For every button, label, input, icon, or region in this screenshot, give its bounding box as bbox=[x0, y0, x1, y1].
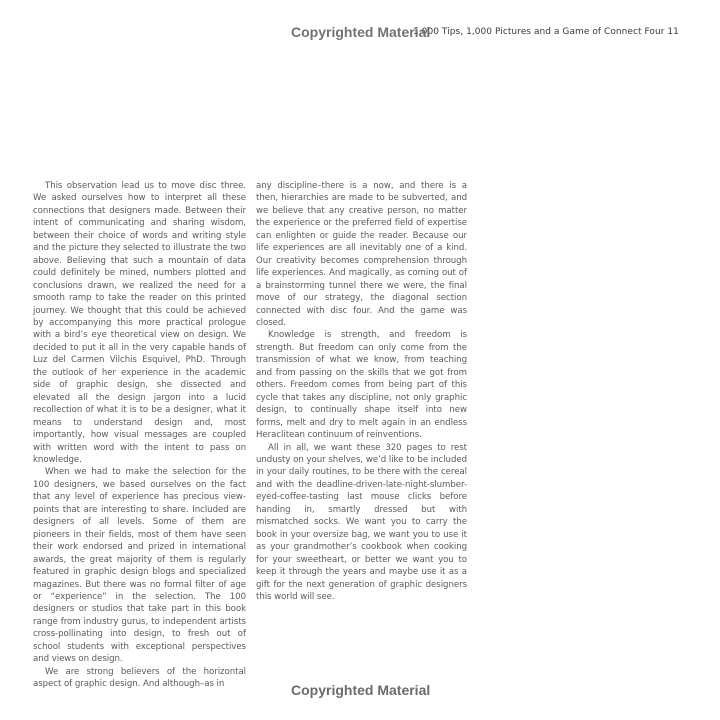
paragraph: any discipline–there is a now, and there is a then, hierarchies are made to be subverted, and we believe that any creative person, no matter the experience or the preferred field of expertise can enlighten or guide the reader. Because our life experiences are all inevitably one of a kind. Our creativity becomes comprehension through life experiences. And magically, as coming out of a brainstorming tunnel there we were, the final move of our strategy, the diagonal section connected with disc four. And the game was closed. bbox=[256, 181, 467, 328]
copyright-watermark-top: Copyrighted Material bbox=[291, 24, 431, 40]
paragraph: Knowledge is strength, and freedom is strength. But freedom can only come from the transmission of what we know, from teaching and from passing on the skills that we got from others. Freedom comes from being part of this cycle that takes any discipline, not only graphic design, to continually shape itself into new forms, melt and dry to melt again in an endless Heraclitean continuum of reinventions. bbox=[256, 330, 467, 441]
text-column-left bbox=[33, 180, 246, 691]
paragraph: We are strong believers of the horizontal aspect of graphic design. And although–as in bbox=[33, 666, 246, 690]
running-title: 1,000 Tips, 1,000 Pictures and a Game of Connect Four bbox=[413, 27, 665, 37]
paragraph: This observation lead us to move disc three. We asked ourselves how to interpret all these connections that designers made. Between their intent of communicating and sharing wisdom, between their choice of words and writing style and the picture they selected to illustrate the two above. Believing that such a mountain of data could definitely be mined, numbers plotted and conclusions drawn, we realized the need for a smooth ramp to take the reader on this printed journey. We thought that this could be achieved by accompanying this more practical prologue with a bird’s eye theoretical view on design. We decided to put it all in the very capable hands of Luz del Carmen Vilchis Esquivel, PhD. Through the outlook of her experience in the academic side of graphic design, she dissected and elevated all the design jargon into a lucid recollection of what it is to be a designer, what it means to understand design and, most importantly, how visual messages are coupled with written word with the intent to pass on knowledge. bbox=[33, 181, 246, 465]
paragraph: All in all, we want these 320 pages to rest undusty on your shelves, we’d like to be included in your daily routines, to be there with the cereal and with the deadline-driven-late-night-slumber-eyed-coffee-tasting last mouse clicks before handing in, smartly dressed but with mismatched socks. We want you to carry the book in your oversize bag, we want you to use it as your grandmother’s cookbook when cooking for your sweetheart, or better we want you to keep it through the years and maybe use it as a gift for the next generation of graphic designers this world will see. bbox=[256, 442, 467, 602]
copyright-watermark-bottom: Copyrighted Material bbox=[291, 682, 431, 698]
text-column-right bbox=[256, 180, 467, 603]
paragraph: When we had to make the selection for the 100 designers, we based ourselves on the fact that any level of experience has precious viewpoints that are interesting to share. Included are designers of all levels. Some of them are pioneers in their fields, most of them have seen their work endorsed and prized in international awards, the great majority of them is regularly featured in graphic design blogs and specialized magazines. But there was no formal filter of age or “experience” in the selection. The 100 designers or studios that take part in this book range from industry gurus, to independent artists cross-pollinating into design, to fresh out of school students with exceptional perspectives and views on design. bbox=[33, 467, 246, 665]
running-head bbox=[413, 27, 679, 37]
page-number: 11 bbox=[667, 27, 679, 37]
